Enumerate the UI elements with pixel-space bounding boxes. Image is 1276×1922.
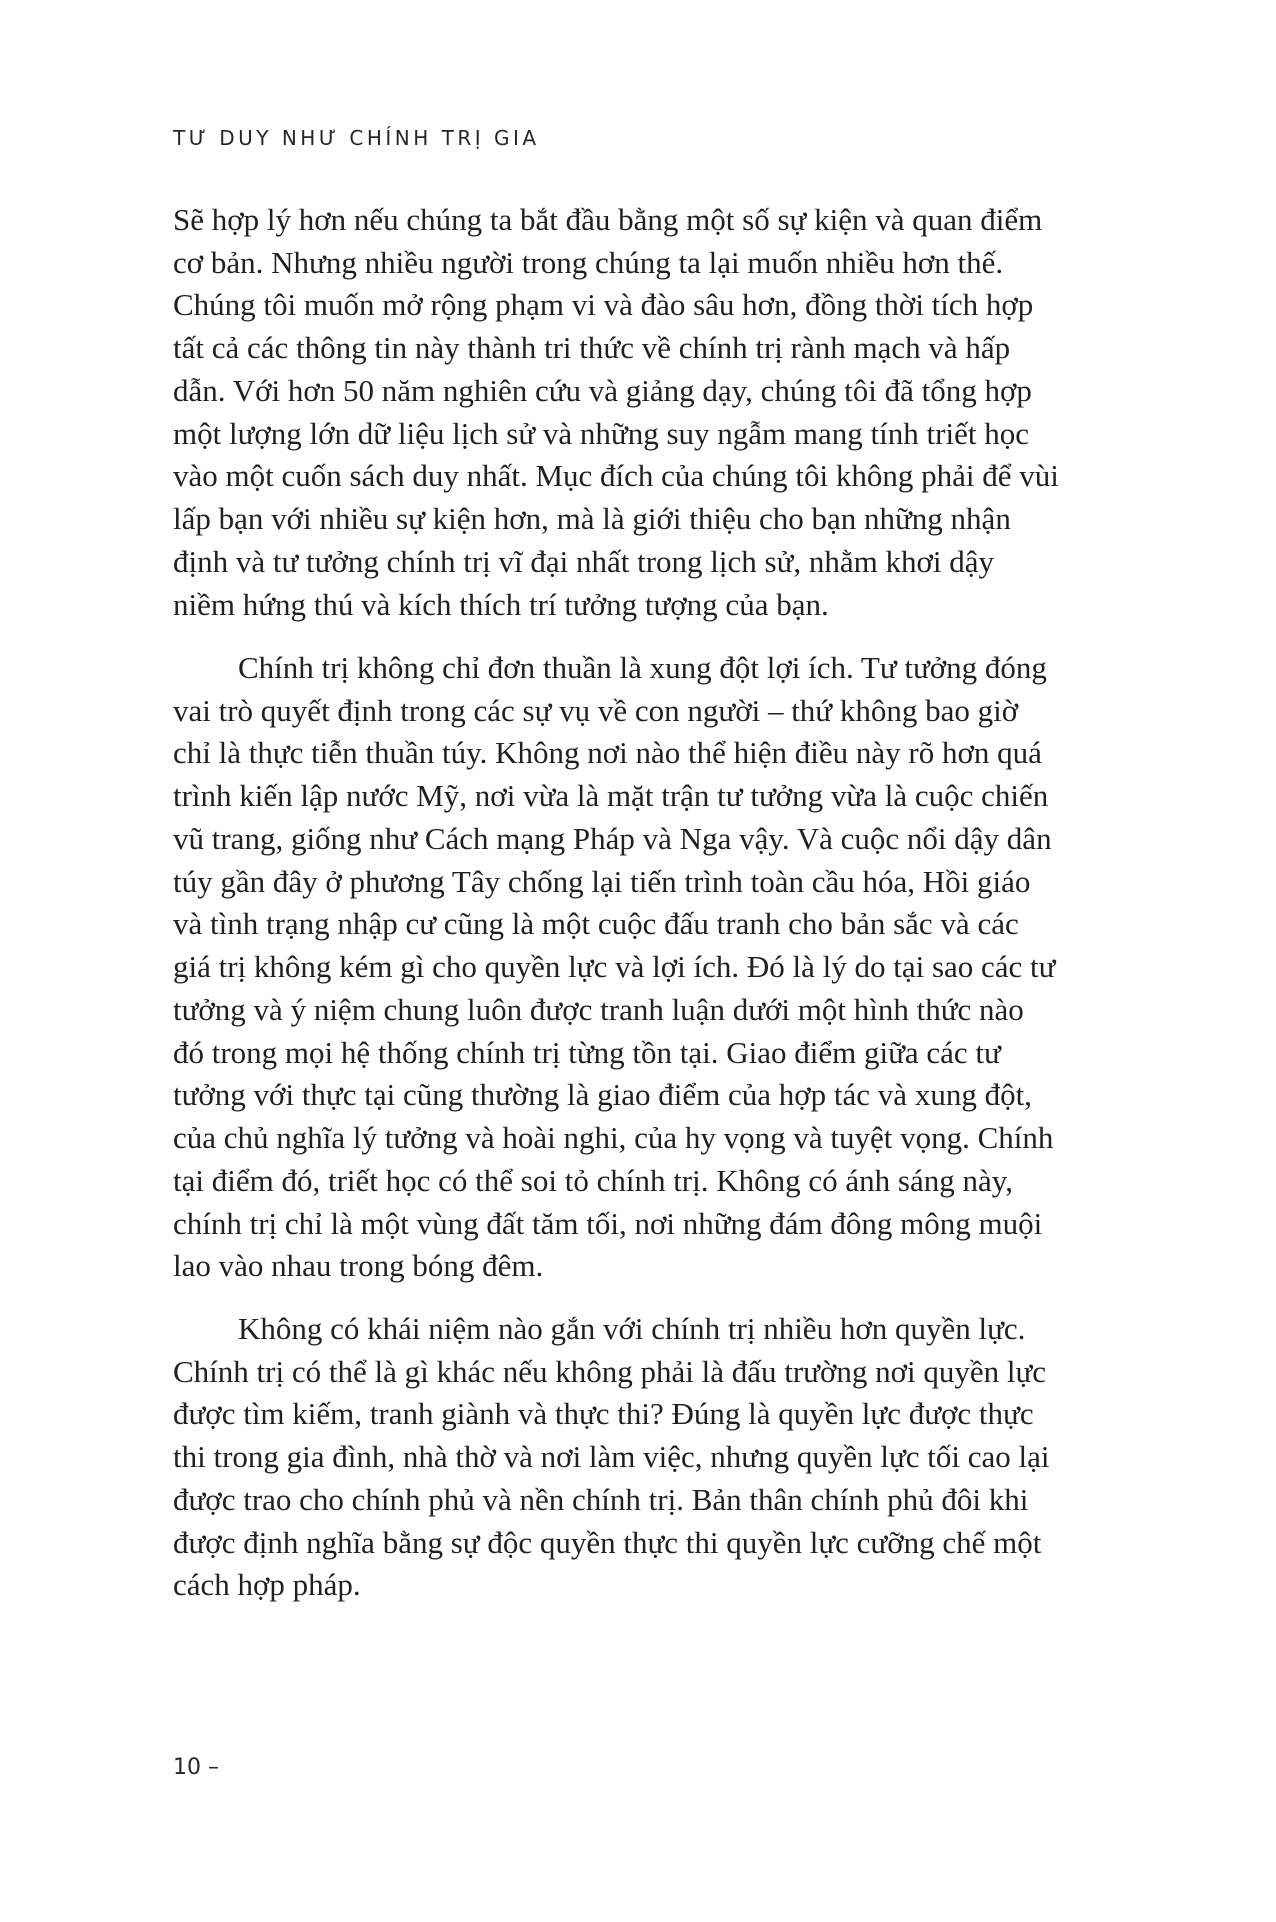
text-line: Chính trị có thể là gì khác nếu không phải là đấu trường nơi quyền lực bbox=[173, 1354, 1047, 1389]
text-line: định và tư tưởng chính trị vĩ đại nhất trong lịch sử, nhằm khơi dậy bbox=[173, 544, 995, 579]
text-line: được trao cho chính phủ và nền chính trị. Bản thân chính phủ đôi khi bbox=[173, 1482, 1029, 1517]
text-line: vai trò quyết định trong các sự vụ về con người – thứ không bao giờ bbox=[173, 693, 1019, 728]
running-header: TƯ DUY NHƯ CHÍNH TRỊ GIA bbox=[173, 126, 540, 150]
text-line: Chúng tôi muốn mở rộng phạm vi và đào sâu hơn, đồng thời tích hợp bbox=[173, 287, 1034, 322]
text-line: giá trị không kém gì cho quyền lực và lợi ích. Đó là lý do tại sao các tư bbox=[173, 949, 1056, 984]
text-line: Chính trị không chỉ đơn thuần là xung đột lợi ích. Tư tưởng đóng bbox=[238, 650, 1047, 685]
text-line: túy gần đây ở phương Tây chống lại tiến trình toàn cầu hóa, Hồi giáo bbox=[173, 864, 1031, 899]
text-line: Không có khái niệm nào gắn với chính trị nhiều hơn quyền lực. bbox=[238, 1311, 1026, 1346]
text-line: trình kiến lập nước Mỹ, nơi vừa là mặt trận tư tưởng vừa là cuộc chiến bbox=[173, 778, 1049, 813]
text-line: cách hợp pháp. bbox=[173, 1567, 361, 1602]
text-line: vũ trang, giống như Cách mạng Pháp và Nga vậy. Và cuộc nổi dậy dân bbox=[173, 821, 1052, 856]
page-number: 10 – bbox=[173, 1755, 219, 1780]
text-line: lao vào nhau trong bóng đêm. bbox=[173, 1248, 544, 1283]
text-line: cơ bản. Nhưng nhiều người trong chúng ta lại muốn nhiều hơn thế. bbox=[173, 245, 1004, 280]
text-line: tại điểm đó, triết học có thể soi tỏ chính trị. Không có ánh sáng này, bbox=[173, 1163, 1013, 1198]
text-line: lấp bạn với nhiều sự kiện hơn, mà là giới thiệu cho bạn những nhận bbox=[173, 501, 1011, 536]
text-line: thi trong gia đình, nhà thờ và nơi làm việc, nhưng quyền lực tối cao lại bbox=[173, 1439, 1050, 1474]
text-line: tất cả các thông tin này thành tri thức về chính trị rành mạch và hấp bbox=[173, 330, 1011, 365]
text-line: và tình trạng nhập cư cũng là một cuộc đấu tranh cho bản sắc và các bbox=[173, 906, 1019, 941]
text-line: tưởng với thực tại cũng thường là giao điểm của hợp tác và xung đột, bbox=[173, 1077, 1032, 1112]
text-line: chính trị chỉ là một vùng đất tăm tối, nơi những đám đông mông muội bbox=[173, 1206, 1043, 1241]
text-line: chỉ là thực tiễn thuần túy. Không nơi nào thể hiện điều này rõ hơn quá bbox=[173, 735, 1042, 770]
text-line: một lượng lớn dữ liệu lịch sử và những suy ngẫm mang tính triết học bbox=[173, 416, 1029, 451]
text-line: Sẽ hợp lý hơn nếu chúng ta bắt đầu bằng một số sự kiện và quan điểm bbox=[173, 202, 1043, 237]
text-line: tưởng và ý niệm chung luôn được tranh luận dưới một hình thức nào bbox=[173, 992, 1024, 1027]
text-line: của chủ nghĩa lý tưởng và hoài nghi, của hy vọng và tuyệt vọng. Chính bbox=[173, 1120, 1054, 1155]
text-line: dẫn. Với hơn 50 năm nghiên cứu và giảng dạy, chúng tôi đã tổng hợp bbox=[173, 373, 1032, 408]
text-line: được định nghĩa bằng sự độc quyền thực thi quyền lực cưỡng chế một bbox=[173, 1525, 1042, 1560]
text-line: niềm hứng thú và kích thích trí tưởng tượng của bạn. bbox=[173, 587, 829, 622]
text-line: đó trong mọi hệ thống chính trị từng tồn tại. Giao điểm giữa các tư bbox=[173, 1035, 1001, 1070]
text-line: được tìm kiếm, tranh giành và thực thi? Đúng là quyền lực được thực bbox=[173, 1396, 1034, 1431]
text-line: vào một cuốn sách duy nhất. Mục đích của chúng tôi không phải để vùi bbox=[173, 458, 1059, 493]
